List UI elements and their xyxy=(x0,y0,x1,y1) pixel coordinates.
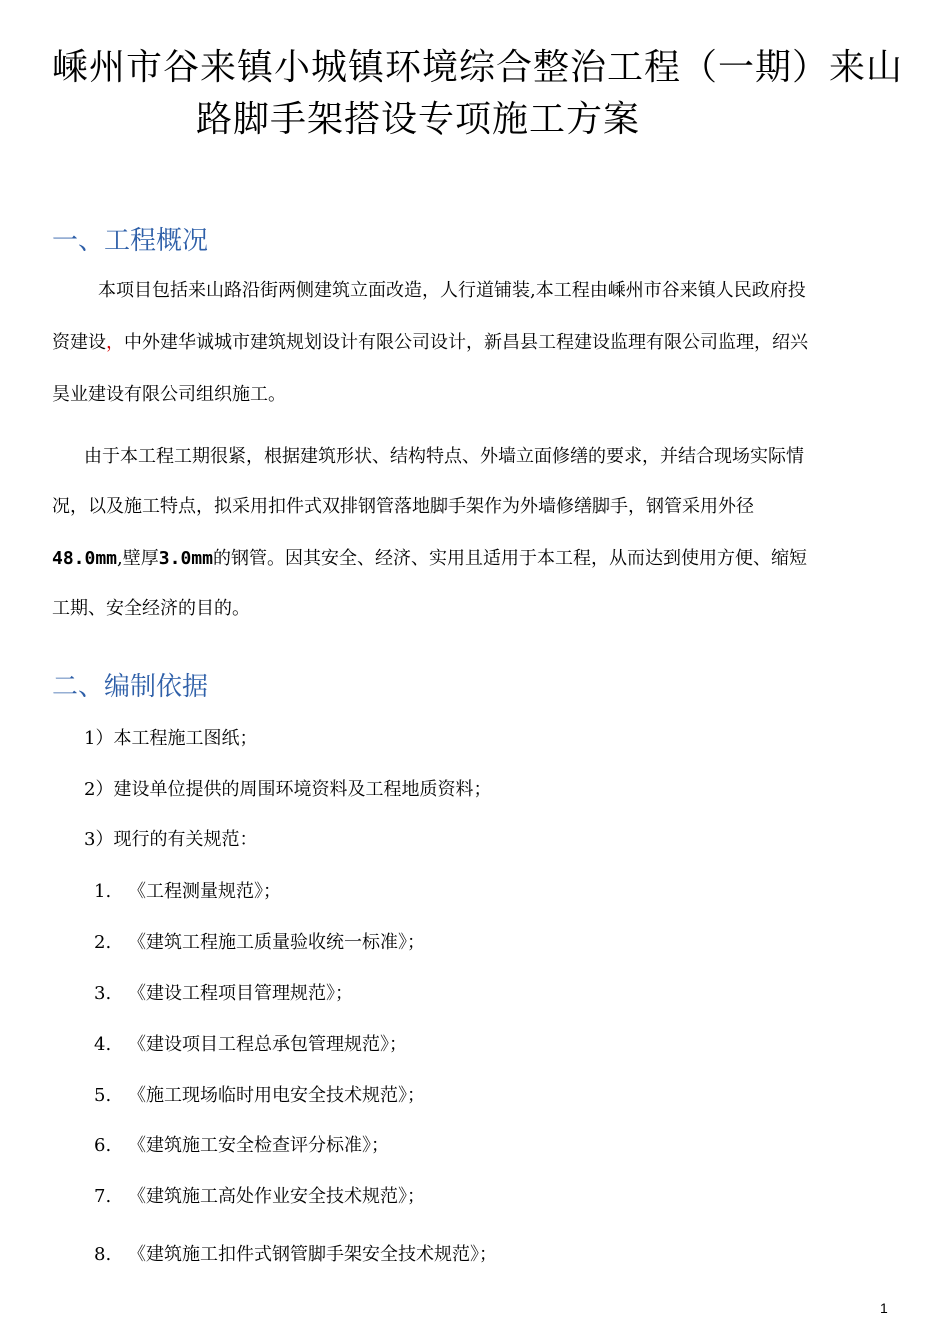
overview-para1-line3: 昊业建设有限公司组织施工。 xyxy=(52,384,286,405)
spec-list-item xyxy=(94,979,353,1005)
spec-number: 8. xyxy=(94,1244,112,1265)
spec-list-item xyxy=(94,877,281,903)
text-run: ,壁厚 xyxy=(117,548,159,569)
spec-list-item xyxy=(94,1240,497,1266)
spec-number: 3. xyxy=(94,983,112,1004)
overview-para2-line3 xyxy=(52,544,807,570)
overview-para2-line2: 况，以及施工特点，拟采用扣件式双排钢管落地脚手架作为外墙修缮脚手，钢管采用外径 xyxy=(52,496,754,517)
spec-number: 2. xyxy=(94,932,112,953)
spec-title: 《建设工程项目管理规范》； xyxy=(128,983,353,1004)
wall-thickness-value: 3.0mm xyxy=(158,548,213,569)
spec-number: 7. xyxy=(94,1186,112,1207)
spec-list-item xyxy=(94,1030,407,1056)
basis-item: 1）本工程施工图纸； xyxy=(84,728,258,749)
spec-number: 1. xyxy=(94,881,112,902)
spec-number: 4. xyxy=(94,1034,112,1055)
section-heading-overview: 一、工程概况 xyxy=(52,226,209,256)
spec-number: 6. xyxy=(94,1135,112,1156)
spec-title: 《建筑施工安全检查评分标准》； xyxy=(128,1135,389,1156)
basis-item: 2）建设单位提供的周围环境资料及工程地质资料； xyxy=(84,779,492,800)
spec-title: 《建筑施工扣件式钢管脚手架安全技术规范》； xyxy=(128,1244,497,1265)
section-heading-basis: 二、编制依据 xyxy=(52,672,209,702)
overview-para1-line2 xyxy=(52,328,808,354)
text-run: 中外建华诚城市建筑规划设计有限公司设计，新昌县工程建设监理有限公司监理，绍兴 xyxy=(124,332,808,353)
spec-title: 《工程测量规范》； xyxy=(128,881,281,902)
spec-title: 《建筑工程施工质量验收统一标准》； xyxy=(128,932,425,953)
overview-para1-line1: 本项目包括来山路沿街两侧建筑立面改造，人行道铺装,本工程由嵊州市谷来镇人民政府投 xyxy=(98,280,806,301)
spec-title: 《施工现场临时用电安全技术规范》； xyxy=(128,1085,425,1106)
red-comma: ， xyxy=(106,332,124,353)
spec-list-item xyxy=(94,1081,425,1107)
spec-list-item xyxy=(94,928,425,954)
overview-para2-line1: 由于本工程工期很紧，根据建筑形状、结构特点、外墙立面修缮的要求，并结合现场实际情 xyxy=(84,446,804,467)
text-run: 资建设 xyxy=(52,332,106,353)
basis-item: 3）现行的有关规范： xyxy=(84,829,258,850)
page-number: 1 xyxy=(880,1300,888,1316)
spec-list-item xyxy=(94,1131,389,1157)
document-title-line2: 路脚手架搭设专项施工方案 xyxy=(196,99,641,140)
spec-number: 5. xyxy=(94,1085,112,1106)
document-title-line1: 嵊州市谷来镇小城镇环境综合整治工程（一期）来山 xyxy=(52,47,904,88)
overview-para2-line4: 工期、安全经济的目的。 xyxy=(52,598,250,619)
pipe-diameter-value: 48.0mm xyxy=(52,548,118,569)
spec-title: 《建筑施工高处作业安全技术规范》； xyxy=(128,1186,425,1207)
spec-title: 《建设项目工程总承包管理规范》； xyxy=(128,1034,407,1055)
text-run: 的钢管。因其安全、经济、实用且适用于本工程，从而达到使用方便、缩短 xyxy=(212,548,807,569)
spec-list-item xyxy=(94,1182,425,1208)
